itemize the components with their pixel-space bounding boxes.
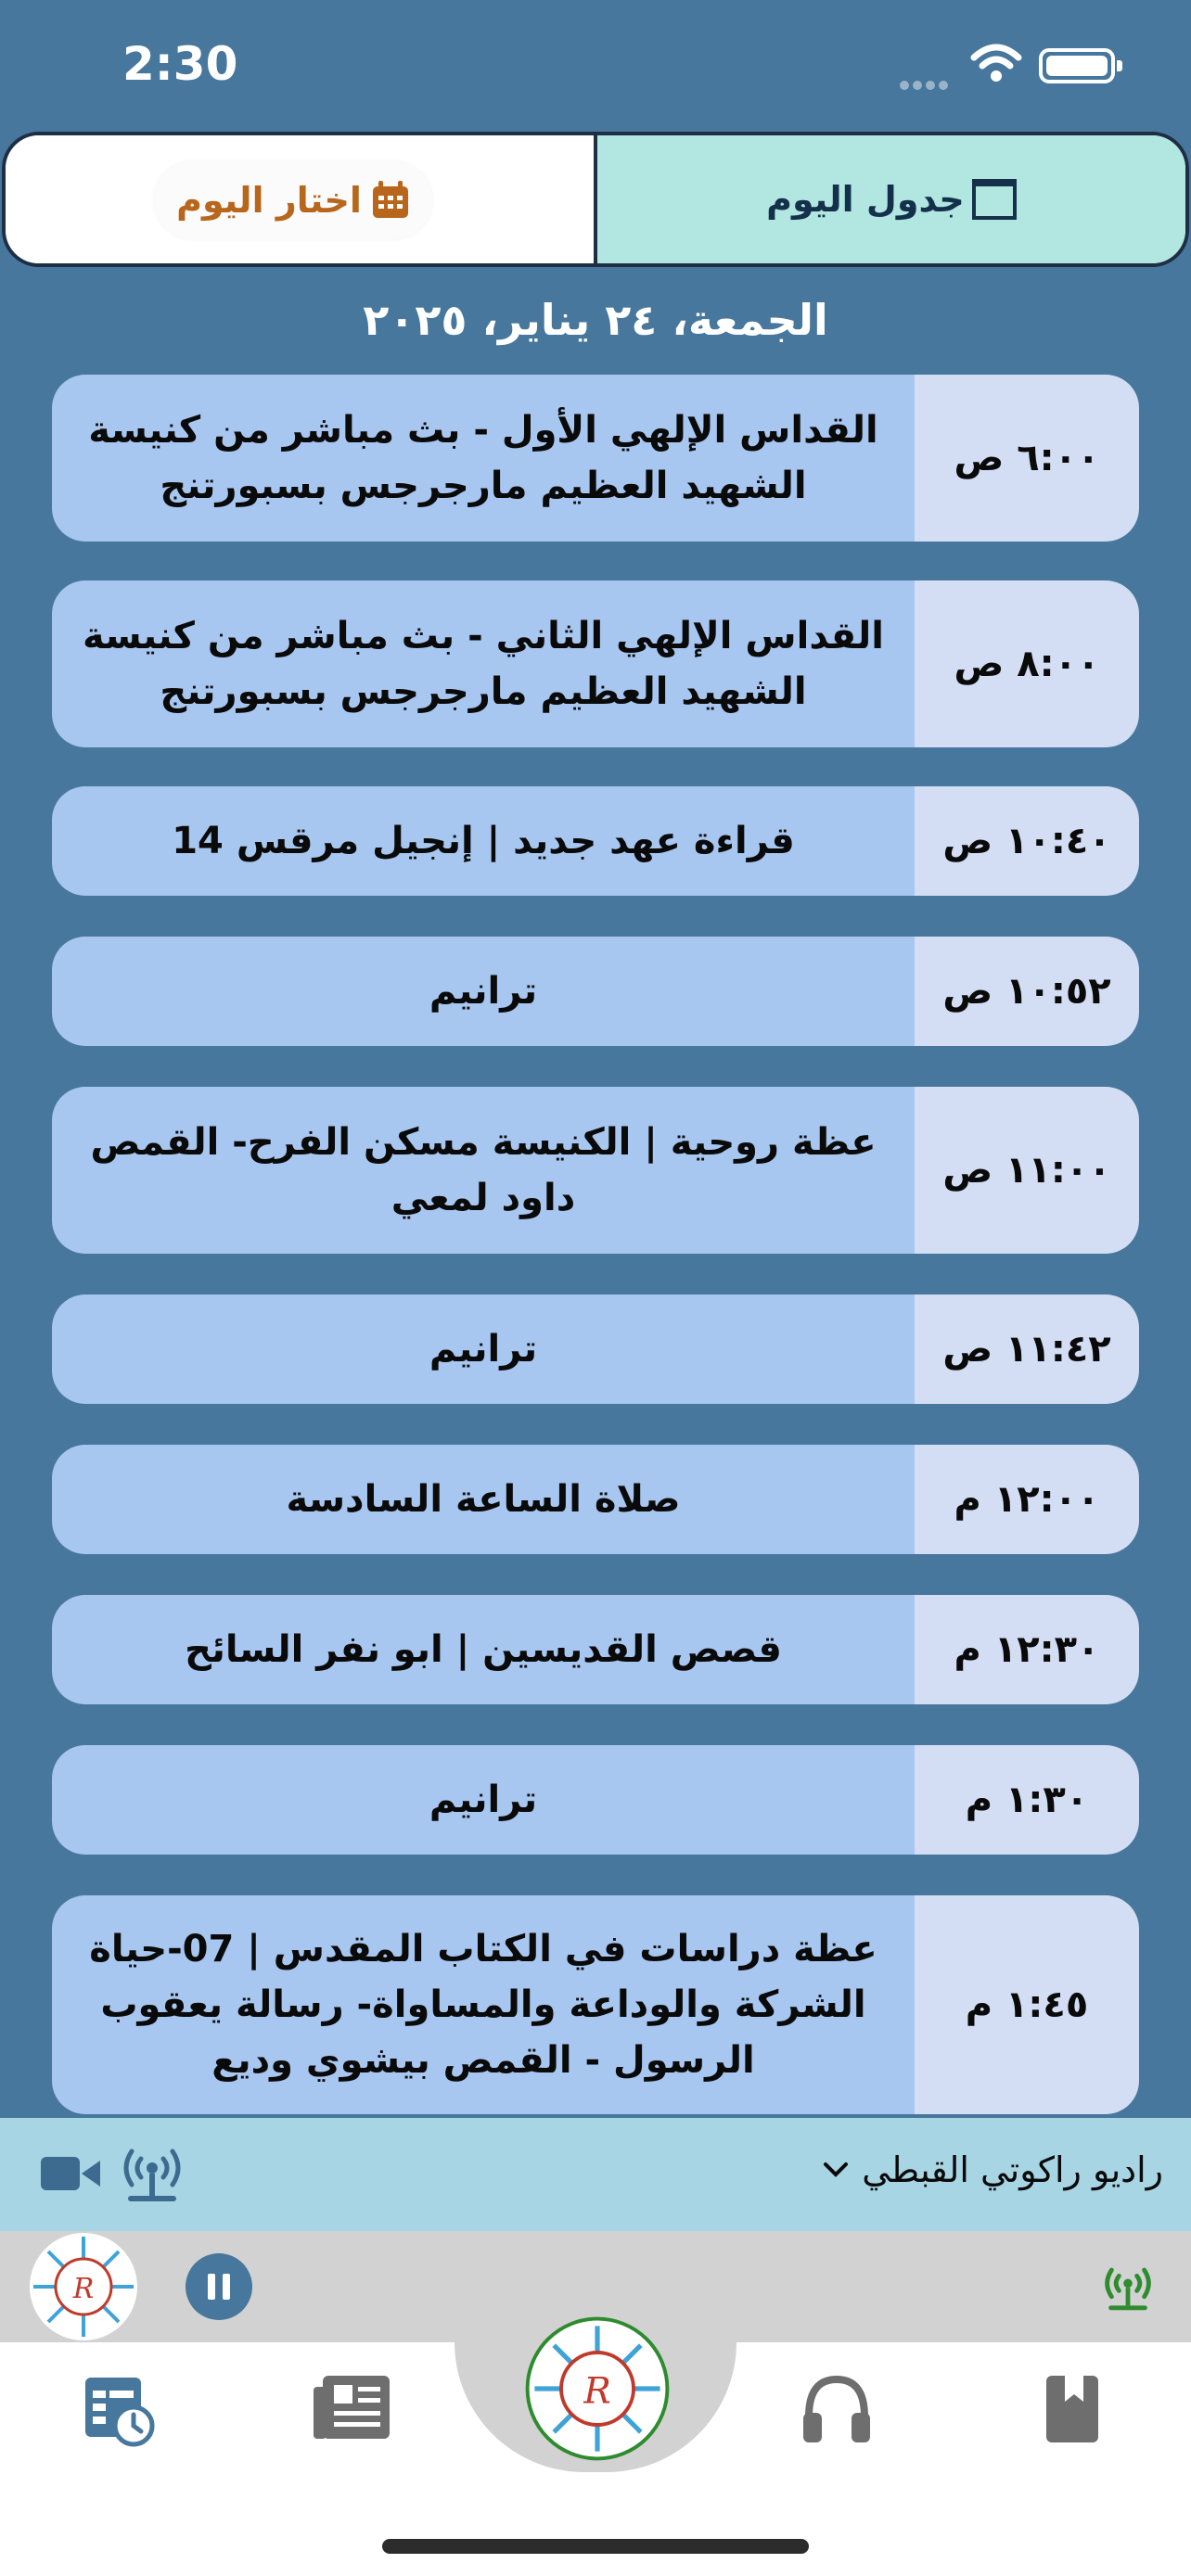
schedule-row[interactable] <box>52 580 1139 747</box>
program-title: القداس الإلهي الثاني - بث مباشر من كنيسة الشهيد العظيم مارجرجس بسبورتنج <box>52 580 915 747</box>
schedule-row[interactable] <box>52 1895 1139 2114</box>
pick-day-button[interactable] <box>154 161 432 239</box>
window-icon <box>972 179 1017 220</box>
tab-day-schedule[interactable] <box>597 135 1185 263</box>
pause-icon <box>208 2274 215 2300</box>
home-indicator <box>382 2539 809 2554</box>
program-title: قراءة عهد جديد | إنجيل مرقس 14 <box>52 786 915 896</box>
schedule-row[interactable] <box>52 1294 1139 1404</box>
status-time: 2:30 <box>122 37 238 91</box>
program-time: ٨:٠٠ ص <box>915 580 1139 747</box>
pause-button[interactable] <box>186 2253 252 2320</box>
signal-icon <box>900 76 955 83</box>
rakoti-logo <box>28 2231 139 2342</box>
video-camera-icon[interactable] <box>41 2151 100 2196</box>
radio-station-selector[interactable] <box>823 2149 1163 2190</box>
schedule-row[interactable] <box>52 937 1139 1046</box>
program-time: ١:٤٥ م <box>915 1895 1139 2114</box>
view-tabs <box>2 132 1189 267</box>
broadcast-icon[interactable] <box>119 2142 186 2207</box>
battery-icon <box>1039 48 1115 83</box>
calendar-icon <box>371 181 410 220</box>
program-time: ١٠:٥٢ ص <box>915 937 1139 1046</box>
program-time: ١١:٠٠ ص <box>915 1087 1139 1254</box>
live-broadcast-icon <box>1098 2263 1158 2315</box>
news-icon[interactable] <box>312 2374 391 2441</box>
program-title: القداس الإلهي الأول - بث مباشر من كنيسة الشهيد العظيم مارجرجس بسبورتنج <box>52 375 915 542</box>
program-title: ترانيم <box>52 1745 915 1855</box>
schedule-row[interactable] <box>52 786 1139 896</box>
headphones-icon[interactable] <box>801 2374 872 2444</box>
schedule-row[interactable] <box>52 375 1139 542</box>
schedule-row[interactable] <box>52 1445 1139 1554</box>
schedule-icon[interactable] <box>82 2374 156 2448</box>
svg-text:R: R <box>72 2273 95 2305</box>
program-title: عظة روحية | الكنيسة مسكن الفرح- القمص داود لمعي <box>52 1087 915 1254</box>
day-schedule-label: جدول اليوم <box>766 179 965 220</box>
program-title: ترانيم <box>52 937 915 1046</box>
date-heading: الجمعة، ٢٤ يناير، ٢٠٢٥ <box>363 295 828 345</box>
bookmark-icon[interactable] <box>1044 2374 1100 2444</box>
program-title: عظة دراسات في الكتاب المقدس | 07-حياة الشركة والوداعة والمساواة- رسالة يعقوب الرسول - القمص بيشوي وديع <box>52 1895 915 2114</box>
program-title: صلاة الساعة السادسة <box>52 1445 915 1554</box>
program-time: ١:٣٠ م <box>915 1745 1139 1855</box>
schedule-list[interactable] <box>52 375 1139 2116</box>
status-bar <box>0 0 1191 130</box>
program-time: ١٢:٠٠ م <box>915 1445 1139 1554</box>
radio-bar <box>0 2118 1191 2231</box>
home-logo-button[interactable] <box>525 2316 670 2461</box>
program-time: ٦:٠٠ ص <box>915 375 1139 542</box>
svg-text:R: R <box>583 2370 611 2413</box>
schedule-row[interactable] <box>52 1087 1139 1254</box>
program-time: ١٢:٣٠ م <box>915 1595 1139 1704</box>
schedule-row[interactable] <box>52 1745 1139 1855</box>
pick-day-label: اختار اليوم <box>176 180 362 221</box>
radio-station-name: راديو راكوتي القبطي <box>862 2149 1163 2190</box>
wifi-icon <box>970 43 1022 83</box>
tab-pick-day[interactable] <box>6 135 597 263</box>
program-title: قصص القديسين | ابو نفر السائح <box>52 1595 915 1704</box>
program-time: ١٠:٤٠ ص <box>915 786 1139 896</box>
program-time: ١١:٤٢ ص <box>915 1294 1139 1404</box>
program-title: ترانيم <box>52 1294 915 1404</box>
schedule-row[interactable] <box>52 1595 1139 1704</box>
chevron-down-icon <box>823 2161 849 2179</box>
